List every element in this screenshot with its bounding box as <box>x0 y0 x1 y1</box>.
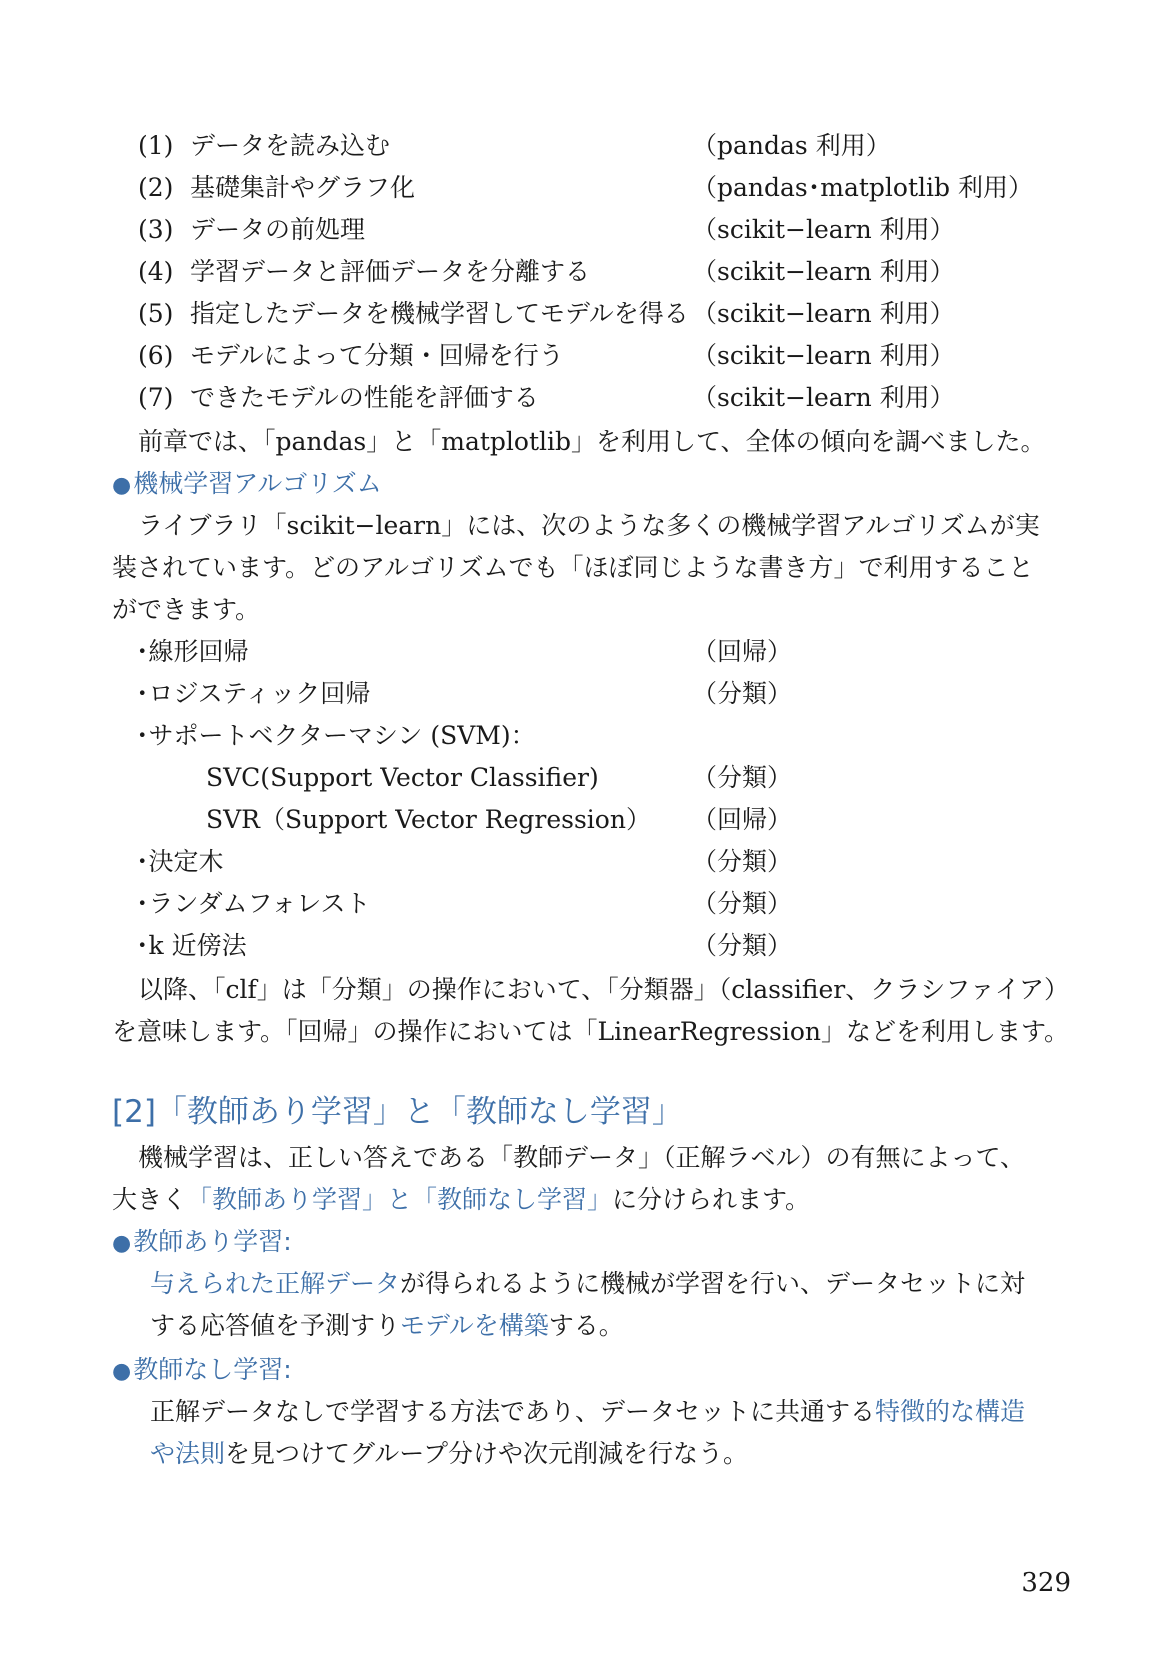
highlight-span: モデルを構築 <box>400 1311 549 1340</box>
bullet-icon: ● <box>112 1359 132 1384</box>
step-number: (3) <box>138 215 174 244</box>
text-span: する。 <box>548 1311 624 1340</box>
algorithm-kind: （分類） <box>692 889 793 918</box>
algorithm-kind: （分類） <box>692 847 793 876</box>
step-item <box>138 334 564 378</box>
step-text: データを読み込む <box>190 131 391 160</box>
step-text: 学習データと評価データを分離する <box>190 257 591 286</box>
step-library: （scikit−learn 利用） <box>692 383 955 412</box>
step-number: (4) <box>138 257 174 286</box>
text-span: が得られるように機械が学習を行い、データセットに対 <box>400 1269 1026 1298</box>
algorithm-kind: （回帰） <box>692 637 793 666</box>
algorithm-name: ･ランダムフォレスト <box>136 889 371 918</box>
algo-heading-text: 機械学習アルゴリズム <box>133 469 382 498</box>
supervised-line-1 <box>150 1262 1025 1306</box>
page-number: 329 <box>1021 1568 1071 1598</box>
clf-para-line-1: 以降、「clf」は「分類」の操作において、「分類器」（classifier、クラシファイア） <box>138 975 1069 1004</box>
text-span: に分けられます。 <box>612 1185 811 1214</box>
algo-para-line-3: ができます。 <box>112 595 261 624</box>
step-library: （scikit−learn 利用） <box>692 257 955 286</box>
highlight-span: や法則 <box>150 1439 226 1468</box>
step-item <box>138 166 415 210</box>
algorithm-kind: （回帰） <box>692 805 793 834</box>
supervised-heading-text: 教師あり学習: <box>133 1227 292 1256</box>
algorithm-name: ･線形回帰 <box>136 637 249 666</box>
algorithm-name: ･ロジスティック回帰 <box>136 679 371 708</box>
algorithm-name: SVC(Support Vector Classifier) <box>206 763 599 792</box>
highlight-span: 特徴的な構造 <box>875 1397 1026 1426</box>
algorithm-name: SVR（Support Vector Regression） <box>206 805 651 834</box>
algorithm-kind: （分類） <box>692 679 793 708</box>
supervised-heading <box>112 1220 292 1266</box>
step-library: （pandas 利用） <box>692 131 891 160</box>
algo-para-line-2: 装されています。どのアルゴリズムでも「ほぼ同じような書き方」で利用すること <box>112 553 1034 582</box>
algorithm-kind: （分類） <box>692 763 793 792</box>
algorithm-kind: （分類） <box>692 931 793 960</box>
step-library: （scikit−learn 利用） <box>692 341 955 370</box>
step-number: (5) <box>138 299 174 328</box>
unsupervised-line-1 <box>150 1390 1025 1434</box>
step-text: データの前処理 <box>190 215 366 244</box>
algorithm-name: ･k 近傍法 <box>136 931 247 960</box>
highlight-span: 与えられた正解データ <box>150 1269 401 1298</box>
clf-para-line-2: を意味します。「回帰」の操作においては「LinearRegression」などを利用します。 <box>112 1017 1070 1046</box>
step-library: （scikit−learn 利用） <box>692 215 955 244</box>
unsupervised-heading <box>112 1348 292 1394</box>
step-number: (1) <box>138 131 174 160</box>
text-span: を見つけてグループ分けや次元削減を行なう。 <box>225 1439 749 1468</box>
step-text: モデルによって分類・回帰を行う <box>190 341 564 370</box>
section-title: [2]「教師あり学習」と「教師なし学習」 <box>112 1094 683 1130</box>
algo-heading <box>112 462 382 508</box>
step-number: (2) <box>138 173 174 202</box>
unsupervised-line-2 <box>150 1432 748 1476</box>
section-para-line-1: 機械学習は、正しい答えである「教師データ」（正解ラベル）の有無によって、 <box>138 1143 1026 1172</box>
step-library: （scikit−learn 利用） <box>692 299 955 328</box>
step-item <box>138 208 365 252</box>
text-span: 大きく <box>112 1185 188 1214</box>
step-text: 指定したデータを機械学習してモデルを得る <box>190 299 689 328</box>
step-library: （pandas･matplotlib 利用） <box>692 173 1033 202</box>
bullet-icon: ● <box>112 473 132 498</box>
bullet-icon: ● <box>112 1231 132 1256</box>
unsupervised-heading-text: 教師なし学習: <box>133 1355 292 1384</box>
step-item <box>138 376 539 420</box>
text-span: 正解データなしで学習する方法であり、データセットに共通する <box>150 1397 876 1426</box>
step-text: 基礎集計やグラフ化 <box>190 173 416 202</box>
section-para-line-2 <box>112 1178 810 1222</box>
intro-paragraph: 前章では、「pandas」と「matplotlib」を利用して、全体の傾向を調べました。 <box>138 427 1046 456</box>
algo-para-line-1: ライブラリ「scikit−learn」には、次のような多くの機械学習アルゴリズムが実 <box>138 511 1040 540</box>
text-span: する応答値を予測すり <box>150 1311 401 1340</box>
step-item <box>138 124 390 168</box>
step-item <box>138 292 689 336</box>
highlight-span: 「教師あり学習」と「教師なし学習」 <box>187 1185 613 1214</box>
step-text: できたモデルの性能を評価する <box>190 383 539 412</box>
supervised-line-2 <box>150 1304 624 1348</box>
step-number: (7) <box>138 383 174 412</box>
algorithm-name: ･サポートベクターマシン (SVM)： <box>136 721 536 750</box>
step-number: (6) <box>138 341 174 370</box>
algorithm-name: ･決定木 <box>136 847 224 876</box>
step-item <box>138 250 590 294</box>
